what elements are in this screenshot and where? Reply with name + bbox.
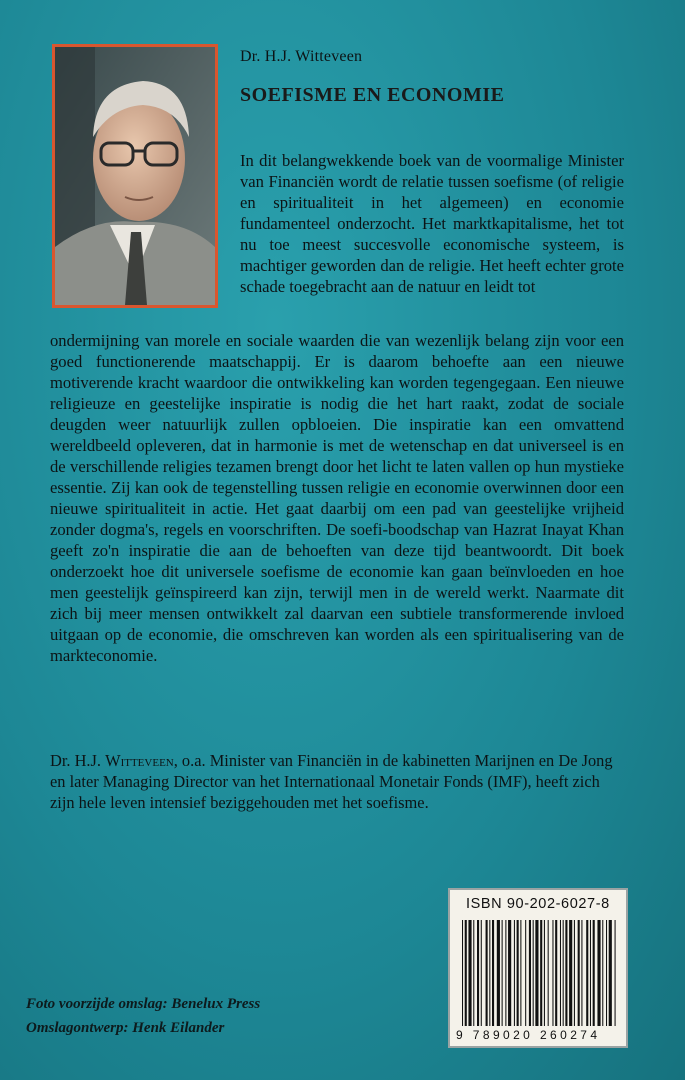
author-photo	[52, 44, 218, 308]
blurb-paragraph-top: In dit belangwekkende boek van de voormalige Minister van Financiën wordt de relatie tussen soefisme (of religie en spiritualiteit in het algemeen) en economie fundamenteel onderzocht. Het marktkapitalisme, het tot nu toe meest succesvolle economische systeem, is machtiger geworden dan de religie. Het heeft echter grote schade toegebracht aan de natuur en leidt tot	[240, 151, 624, 296]
blurb-paragraph-main: ondermijning van morele en sociale waarden die van wezenlijk belang zijn voor een goed functionerende maatschappij. Er is daarom behoefte aan een nieuwe motiverende kracht waardoor die ontwikkeling kan worden tegengegaan. Een nieuwe religieuze en geestelijke inspiratie is nodig die het hart raakt, zodat de sociale deugden weer natuurlijk zullen opbloeien. Die inspiratie kan een omvattend wereldbeeld opleveren, dat in harmonie is met de wetenschap en dat universeel is en de verschillende religies tezamen brengt door het licht te laten vallen op hun mystieke essentie. Zij kan ook de tegenstelling tussen religie en economie overwinnen door een nieuwe spiritualiteit in actie. Het gaat daarbij om een pad van geestelijke vrijheid zonder dogma's, regels en voorschriften. De soefi-boodschap van Hazrat Inayat Khan geeft zo'n inspiratie die aan de behoeften van deze tijd beantwoordt. Dit boek onderzoekt hoe dit universele soefisme de economie kan gaan beïnvloeden en hoe men geestelijk geïnspireerd kan zijn, terwijl men in de wereld werkt. Naarmate dit zich bij meer mensen ontwikkelt zal daarvan een subtiele transformerende invloed uitgaan op de economie, die omschreven kan worden als een spiritualisering van de markteconomie.	[50, 331, 624, 665]
barcode-digits: 9 789020 260274	[456, 1028, 601, 1042]
isbn-number: ISBN 90-202-6027-8	[466, 896, 610, 912]
isbn-barcode-box	[448, 888, 628, 1048]
author-bio	[50, 750, 624, 813]
barcode-icon	[460, 920, 618, 1026]
book-title: SOEFISME EN ECONOMIE	[240, 84, 505, 106]
photo-credit: Foto voorzijde omslag: Benelux Press	[26, 996, 261, 1012]
bio-name-prefix: Dr. H.J.	[50, 751, 106, 770]
bio-text: , o.a. Minister van Financiën in de kabinetten Marijnen en De Jong en later Managing Director van het Internationaal Monetair Fonds (IMF), heeft zich zijn hele leven intensief beziggehouden met het soefisme.	[50, 751, 613, 812]
author-heading: Dr. H.J. Witteveen	[240, 48, 363, 65]
author-portrait-image	[55, 47, 215, 305]
bio-name-smallcaps: Witteveen	[105, 751, 174, 770]
design-credit: Omslagontwerp: Henk Eilander	[26, 1020, 225, 1036]
